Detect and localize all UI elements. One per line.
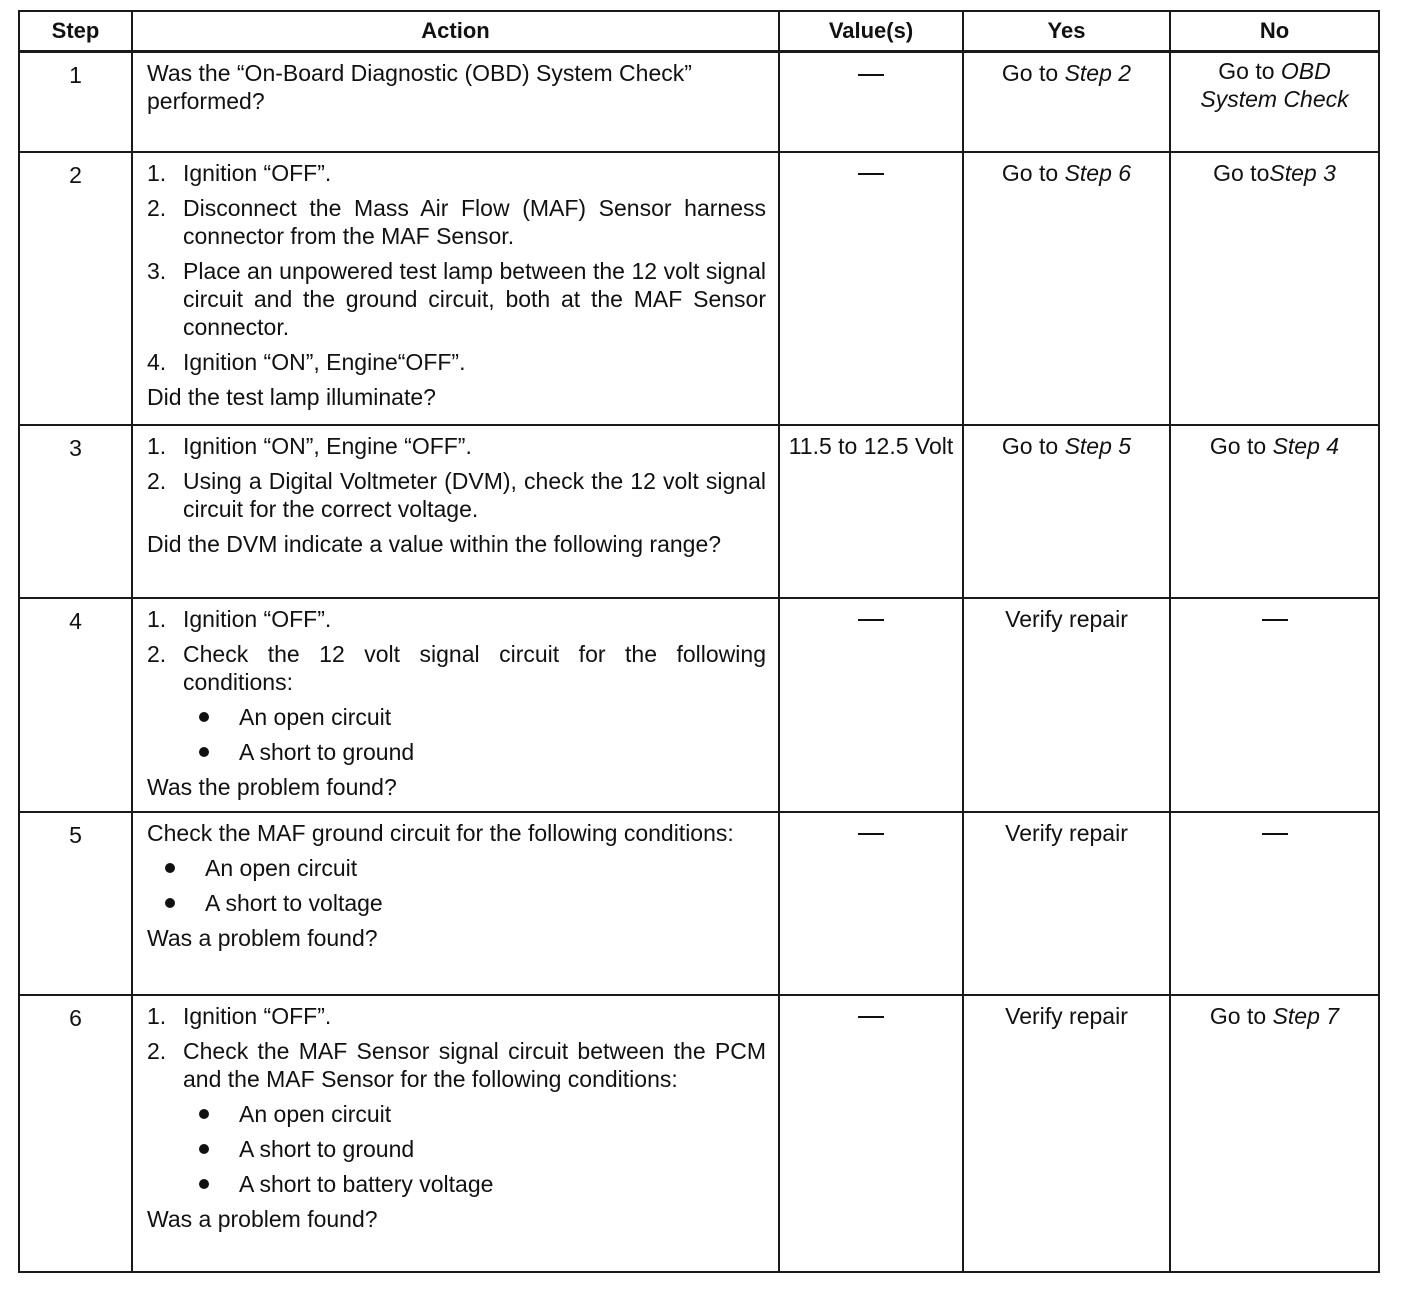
bullet-item: A short to ground bbox=[199, 1135, 766, 1163]
dash-mark bbox=[858, 833, 884, 835]
list-item: 1. Ignition “ON”, Engine “OFF”. bbox=[147, 432, 472, 459]
header-yes: Yes bbox=[963, 11, 1170, 52]
yes-cell: Verify repair bbox=[963, 598, 1170, 812]
bullet-icon bbox=[199, 1179, 209, 1189]
value-cell bbox=[779, 152, 963, 425]
action-paragraph: Check the MAF ground circuit for the following conditions: bbox=[147, 819, 734, 846]
list-item: 1. Ignition “OFF”. bbox=[147, 159, 332, 186]
list-item: 1. Ignition “OFF”. bbox=[147, 605, 332, 632]
dash-mark bbox=[858, 619, 884, 621]
question-text: Was the problem found? bbox=[147, 773, 397, 800]
step-number: 4 bbox=[19, 598, 132, 812]
no-step-link[interactable]: Step 7 bbox=[1272, 1002, 1340, 1029]
step-number: 6 bbox=[19, 995, 132, 1272]
diagnostic-table bbox=[18, 10, 1380, 1273]
bullet-icon bbox=[199, 747, 209, 757]
yes-cell: Go to Step 6 bbox=[963, 152, 1170, 425]
header-action: Action bbox=[132, 11, 779, 52]
dash-mark bbox=[858, 1016, 884, 1018]
value-cell bbox=[779, 812, 963, 995]
step-number: 2 bbox=[19, 152, 132, 425]
yes-prefix: Go to bbox=[1001, 60, 1065, 86]
table-row bbox=[19, 995, 1379, 1272]
action-cell bbox=[132, 995, 779, 1272]
table-row bbox=[19, 152, 1379, 425]
bullet-icon bbox=[199, 712, 209, 722]
header-no: No bbox=[1170, 11, 1379, 52]
action-cell bbox=[132, 812, 779, 995]
yes-cell bbox=[963, 52, 1170, 152]
bullet-icon bbox=[165, 863, 175, 873]
list-item: 2. Check the 12 volt signal circuit for the following conditions: bbox=[147, 640, 766, 695]
no-cell: Go to Step 7 bbox=[1170, 995, 1379, 1272]
list-item: 3. Place an unpowered test lamp between the 12 volt signal circuit and the ground circuit, both at the MAF Sensor connector. bbox=[147, 257, 766, 340]
list-item: 2. Using a Digital Voltmeter (DVM), check the 12 volt signal circuit for the correct voltage. bbox=[147, 467, 766, 522]
action-cell bbox=[132, 52, 779, 152]
question-text: Did the DVM indicate a value within the following range? bbox=[147, 530, 722, 557]
bullet-item: A short to battery voltage bbox=[199, 1170, 766, 1198]
step-number: 3 bbox=[19, 425, 132, 598]
no-step-link[interactable]: OBD System Check bbox=[1200, 58, 1349, 112]
list-item: 1. Ignition “OFF”. bbox=[147, 1002, 332, 1029]
action-cell bbox=[132, 152, 779, 425]
bullet-icon bbox=[165, 898, 175, 908]
value-cell bbox=[779, 995, 963, 1272]
no-step-link[interactable]: Step 4 bbox=[1272, 432, 1340, 459]
no-cell bbox=[1170, 812, 1379, 995]
step-number: 5 bbox=[19, 812, 132, 995]
header-values: Value(s) bbox=[779, 11, 963, 52]
yes-step-link[interactable]: Step 5 bbox=[1064, 432, 1132, 459]
list-item: 2. Disconnect the Mass Air Flow (MAF) Sensor harness connector from the MAF Sensor. bbox=[147, 194, 766, 249]
no-prefix: Go to bbox=[1218, 58, 1281, 84]
step-number: 1 bbox=[19, 52, 132, 152]
value-cell bbox=[779, 52, 963, 152]
list-item: 4. Ignition “ON”, Engine“OFF”. bbox=[147, 348, 466, 375]
table-row bbox=[19, 425, 1379, 598]
dash-mark bbox=[858, 173, 884, 175]
header-row bbox=[19, 11, 1379, 52]
header-step: Step bbox=[19, 11, 132, 52]
dash-mark bbox=[858, 74, 884, 76]
yes-step-link[interactable]: Step 6 bbox=[1064, 159, 1132, 186]
no-cell: Go toStep 3 bbox=[1170, 152, 1379, 425]
bullet-item: A short to voltage bbox=[165, 889, 766, 917]
bullet-icon bbox=[199, 1144, 209, 1154]
bullet-item: An open circuit bbox=[199, 1100, 766, 1128]
dash-mark bbox=[1262, 619, 1288, 621]
no-cell bbox=[1170, 52, 1379, 152]
value-cell: 11.5 to 12.5 Volt bbox=[779, 425, 963, 598]
yes-cell: Verify repair bbox=[963, 812, 1170, 995]
dash-mark bbox=[1262, 833, 1288, 835]
action-paragraph: Was the “On-Board Diagnostic (OBD) System Check” performed? bbox=[147, 60, 692, 114]
question-text: Did the test lamp illuminate? bbox=[147, 383, 436, 410]
yes-cell: Go to Step 5 bbox=[963, 425, 1170, 598]
bullet-item: A short to ground bbox=[199, 738, 766, 766]
list-item: 2. Check the MAF Sensor signal circuit between the PCM and the MAF Sensor for the following conditions: bbox=[147, 1037, 766, 1092]
yes-step-link[interactable]: Step 2 bbox=[1064, 60, 1132, 86]
no-cell: Go to Step 4 bbox=[1170, 425, 1379, 598]
bullet-item: An open circuit bbox=[199, 703, 766, 731]
action-cell bbox=[132, 425, 779, 598]
question-text: Was a problem found? bbox=[147, 1205, 378, 1232]
no-step-link[interactable]: Step 3 bbox=[1269, 159, 1336, 186]
bullet-icon bbox=[199, 1109, 209, 1119]
table-row bbox=[19, 598, 1379, 812]
question-text: Was a problem found? bbox=[147, 924, 378, 951]
value-cell bbox=[779, 598, 963, 812]
table-row bbox=[19, 52, 1379, 152]
bullet-item: An open circuit bbox=[165, 854, 766, 882]
yes-cell: Verify repair bbox=[963, 995, 1170, 1272]
no-cell bbox=[1170, 598, 1379, 812]
action-cell bbox=[132, 598, 779, 812]
table-row bbox=[19, 812, 1379, 995]
